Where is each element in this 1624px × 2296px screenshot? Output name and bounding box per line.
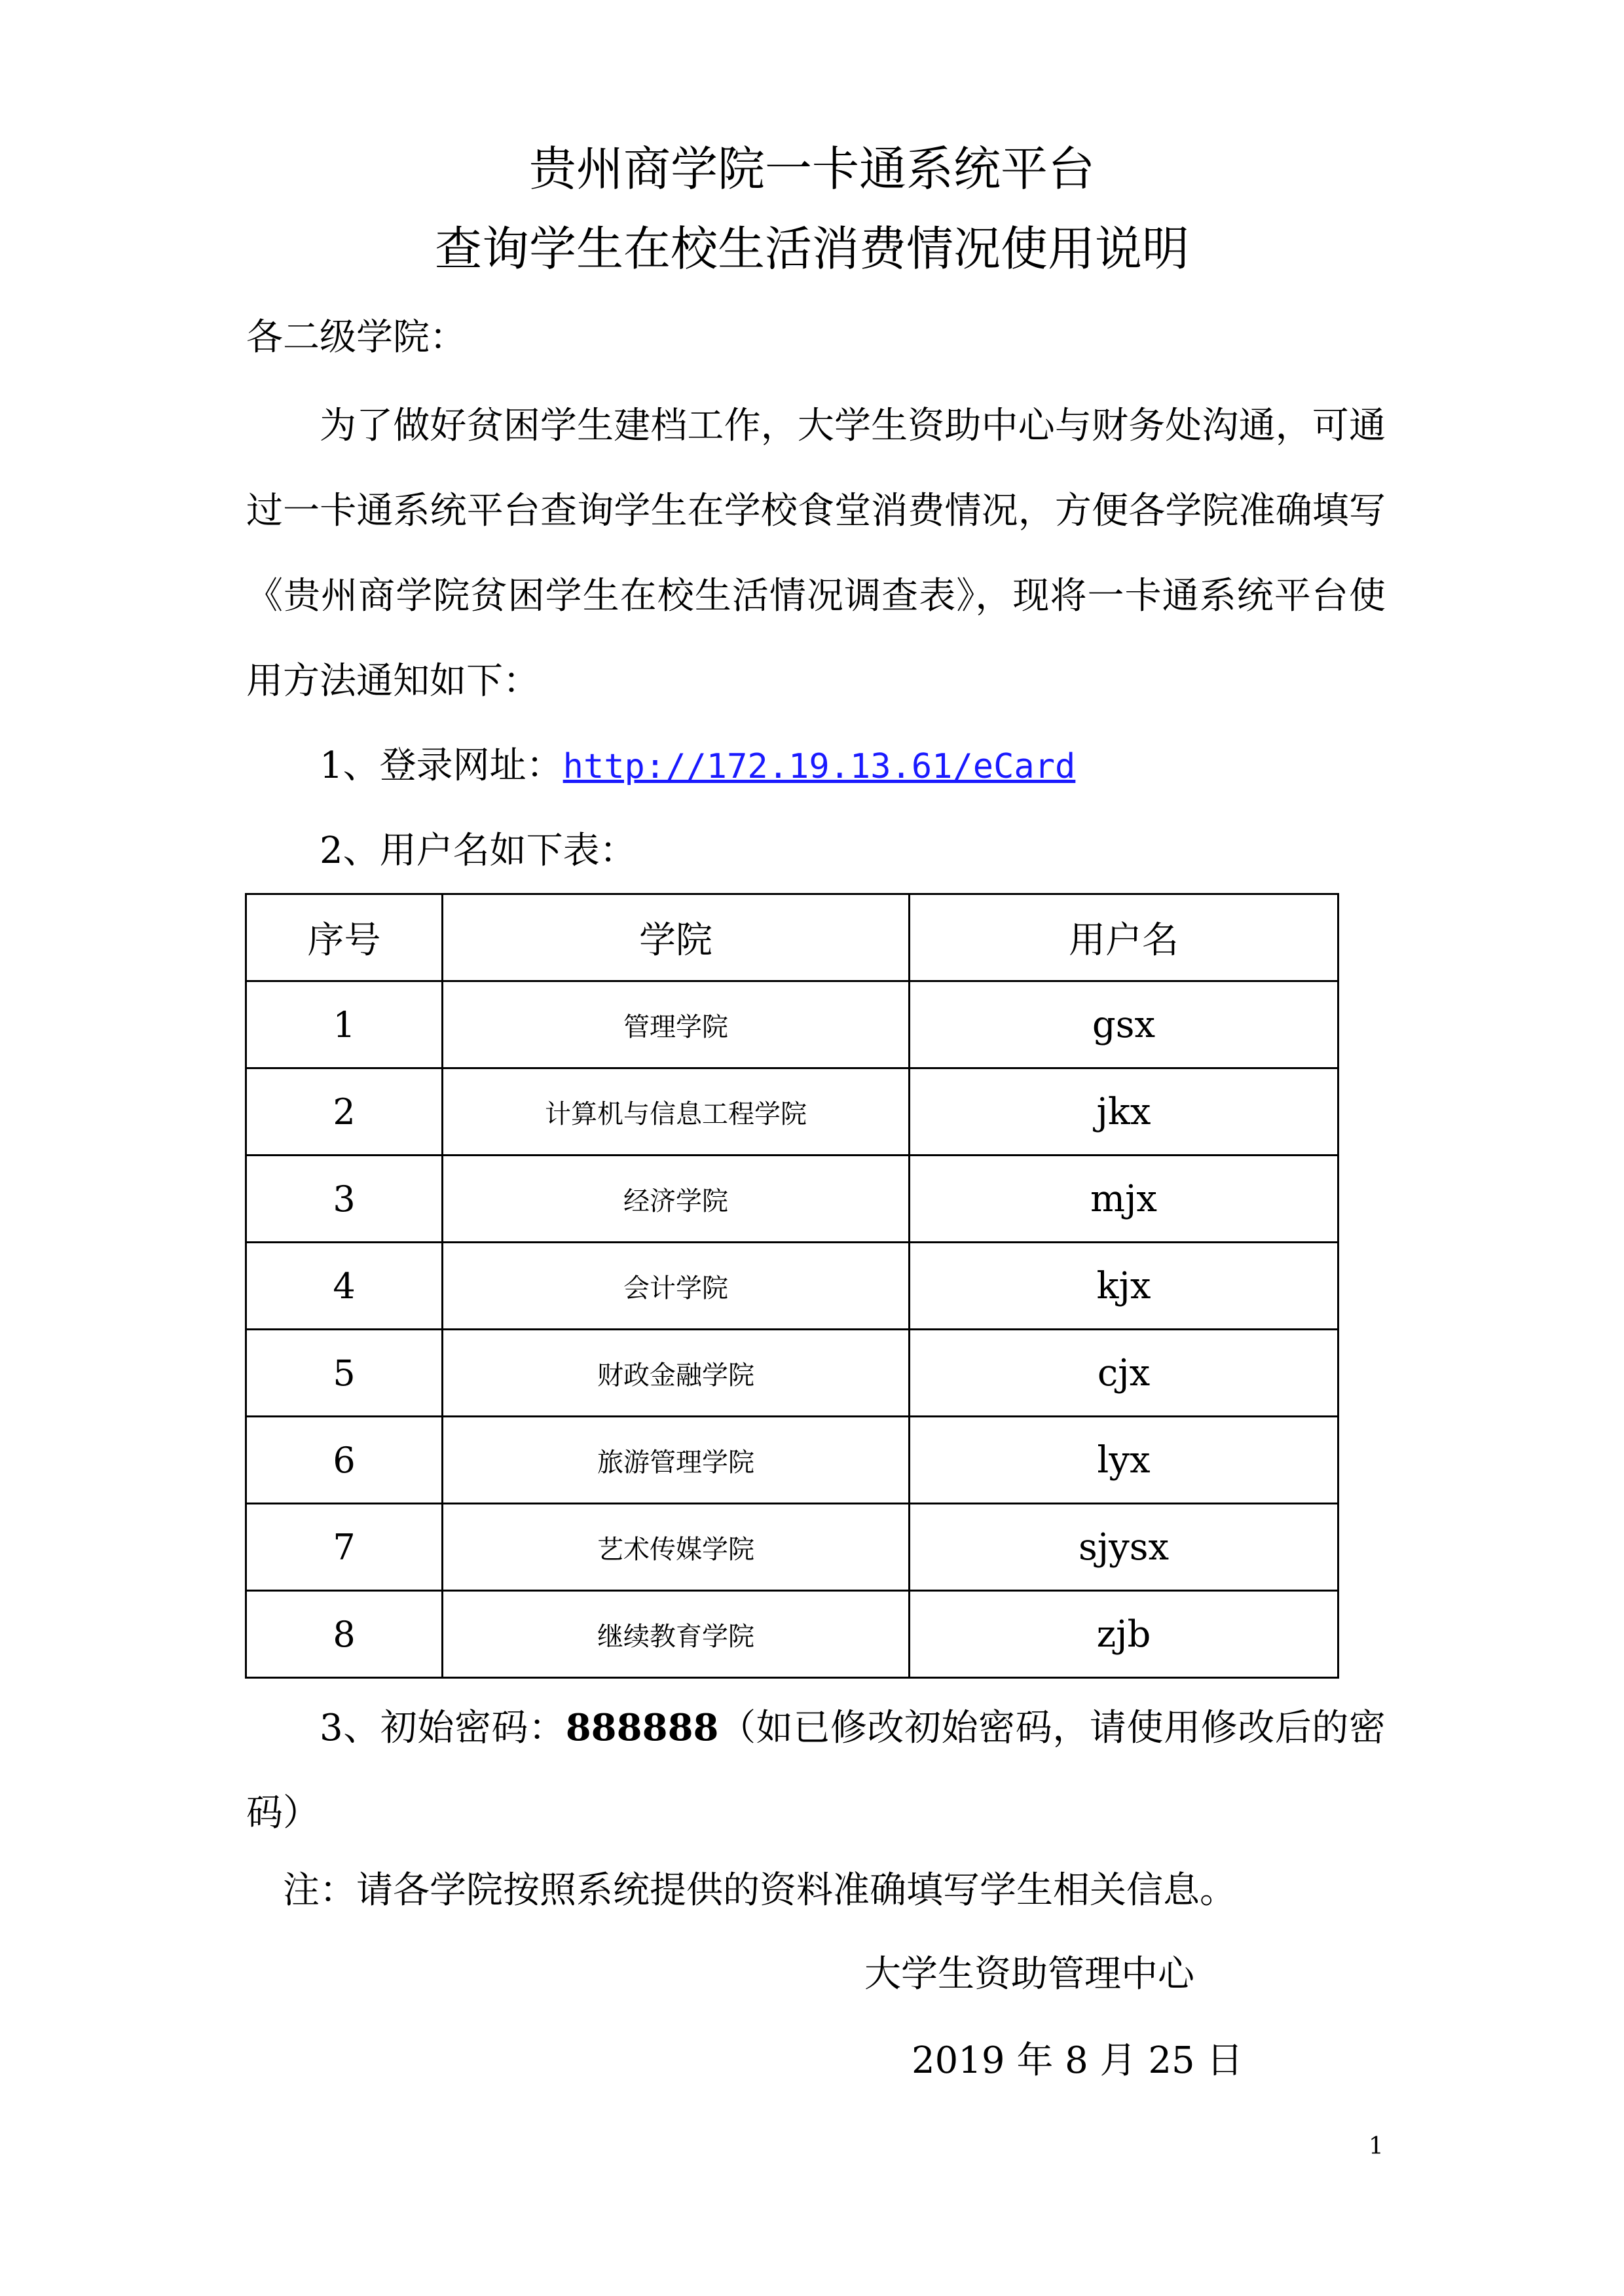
table-row	[246, 1417, 1338, 1504]
row-username: gsx	[910, 981, 1338, 1068]
document-title-line2: 查询学生在校生活消费情况使用说明	[434, 221, 1189, 276]
row-number: 3	[246, 1156, 443, 1243]
header-number: 序号	[246, 894, 443, 981]
step-3	[246, 1685, 1386, 1856]
initial-password: 888888	[565, 1706, 719, 1749]
table-row	[246, 1156, 1338, 1243]
header-college: 学院	[443, 894, 910, 981]
row-number: 5	[246, 1330, 443, 1417]
row-username: lyx	[910, 1417, 1338, 1504]
signature-org: 大学生资助管理中心	[864, 1953, 1194, 1995]
row-college: 会计学院	[443, 1243, 910, 1330]
table-row	[246, 1243, 1338, 1330]
remark: 注：请各学院按照系统提供的资料准确填写学生相关信息。	[283, 1869, 1236, 1912]
table-row	[246, 1068, 1338, 1156]
row-college: 继续教育学院	[443, 1591, 910, 1678]
row-college: 管理学院	[443, 981, 910, 1068]
table-row	[246, 1504, 1338, 1591]
row-college: 计算机与信息工程学院	[443, 1068, 910, 1156]
row-username: kjx	[910, 1243, 1338, 1330]
step-1-label: 1、登录网址：	[320, 744, 563, 787]
row-username: sjysx	[910, 1504, 1338, 1591]
login-url-link[interactable]: http://172.19.13.61/eCard	[563, 747, 1076, 786]
table-row	[246, 1330, 1338, 1417]
step-3-label: 3、初始密码：	[320, 1707, 566, 1749]
row-college: 艺术传媒学院	[443, 1504, 910, 1591]
row-college: 财政金融学院	[443, 1330, 910, 1417]
step-2-label: 2、用户名如下表：	[320, 829, 637, 872]
row-number: 7	[246, 1504, 443, 1591]
row-number: 6	[246, 1417, 443, 1504]
row-username: zjb	[910, 1591, 1338, 1678]
step-1	[320, 740, 1075, 793]
document-title-line1: 贵州商学院一卡通系统平台	[528, 141, 1095, 196]
header-username: 用户名	[910, 894, 1338, 981]
row-number: 8	[246, 1591, 443, 1678]
intro-paragraph: 为了做好贫困学生建档工作，大学生资助中心与财务处沟通，可通过一卡通系统平台查询学生在学校食堂消费情况，方便各学院准确填写《贵州商学院贫困学生在校生活情况调查表》，现将一卡通系统平台使用方法通知如下：	[246, 405, 1386, 702]
table-row	[246, 1591, 1338, 1678]
step-3-note: （如已修改初始密码，请使用修改后的密码）	[246, 1707, 1386, 1834]
row-username: mjx	[910, 1156, 1338, 1243]
signature-date: 2019 年 8 月 25 日	[912, 2039, 1244, 2082]
table-row	[246, 981, 1338, 1068]
table-header-row	[246, 894, 1338, 981]
row-college: 经济学院	[443, 1156, 910, 1243]
row-username: jkx	[910, 1068, 1338, 1156]
row-number: 4	[246, 1243, 443, 1330]
row-username: cjx	[910, 1330, 1338, 1417]
row-number: 1	[246, 981, 443, 1068]
row-number: 2	[246, 1068, 443, 1156]
row-college: 旅游管理学院	[443, 1417, 910, 1504]
username-table	[245, 893, 1339, 1679]
salutation: 各二级学院：	[246, 316, 466, 359]
page-number: 1	[1369, 2133, 1384, 2160]
